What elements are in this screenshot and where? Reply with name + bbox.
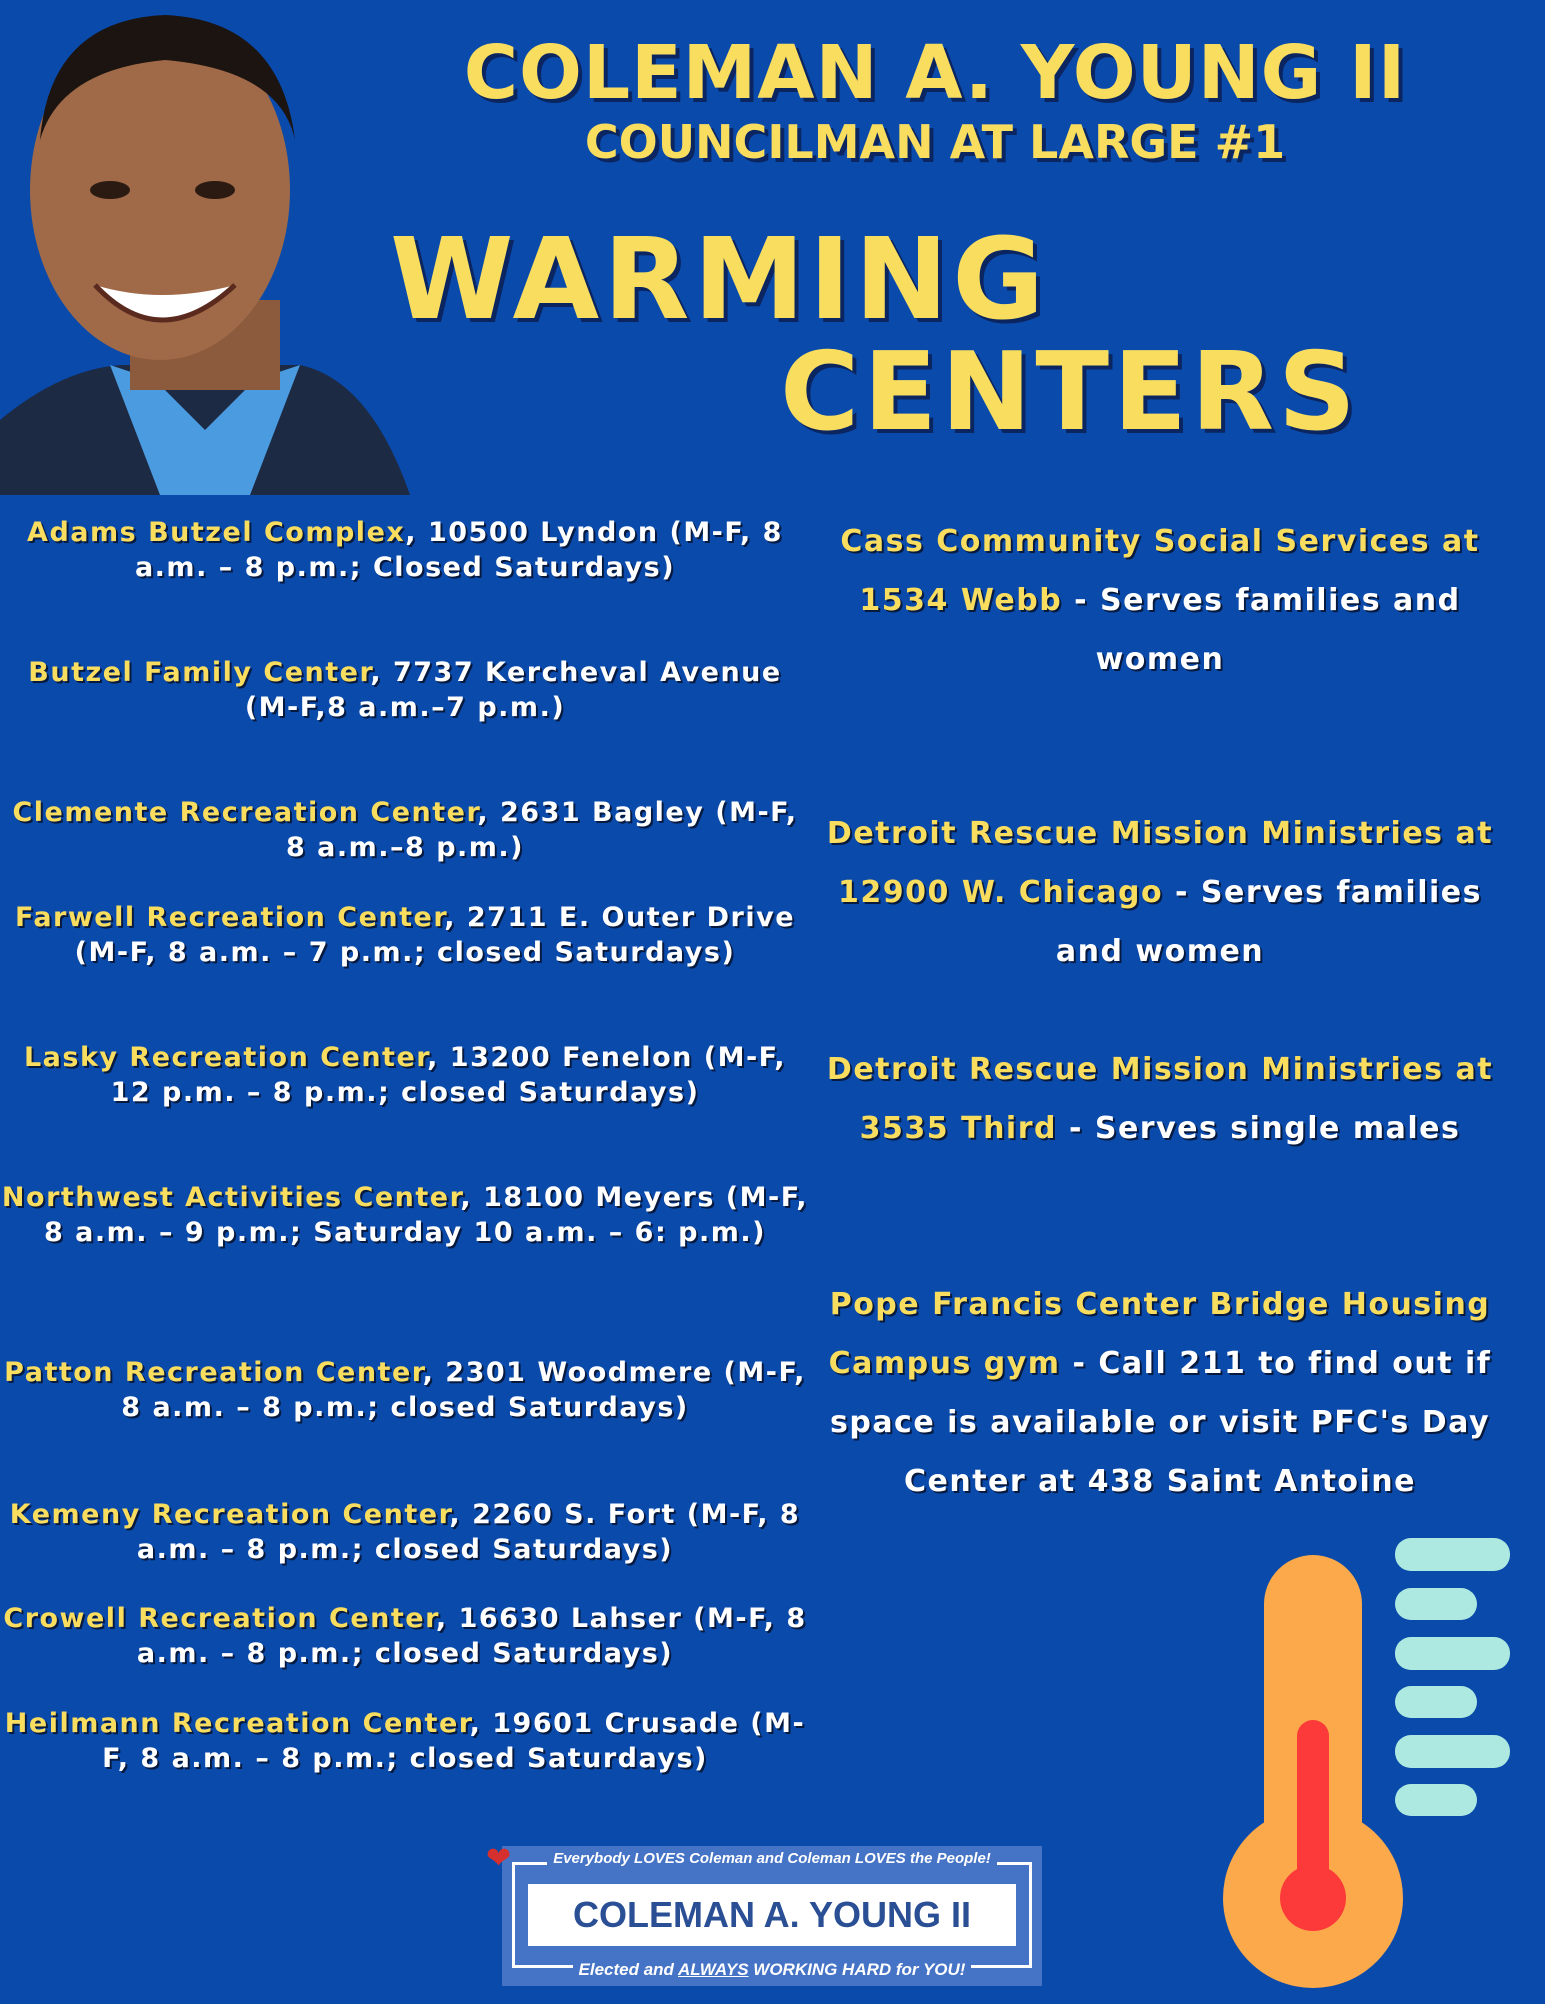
warming-center-entry <box>800 1275 1520 1511</box>
center-name: Butzel Family Center <box>28 657 371 688</box>
logo-tagline-bottom: Elected and ALWAYS WORKING HARD for YOU! <box>573 1960 972 1979</box>
warming-center-entry <box>0 900 810 970</box>
logo-name: COLEMAN A. YOUNG II <box>528 1884 1016 1946</box>
warming-center-entry <box>0 1355 810 1425</box>
center-name: Patton Recreation Center <box>4 1357 423 1388</box>
center-name: Heilmann Recreation Center <box>4 1708 470 1739</box>
center-details: - Serves families and women <box>1055 875 1482 969</box>
warming-center-entry <box>800 1040 1520 1158</box>
center-name: Clemente Recreation Center <box>12 797 478 828</box>
center-name: Cass Community Social Services at 1534 Webb <box>840 524 1480 618</box>
center-details: , 13200 Fenelon (M-F, 12 p.m. – 8 p.m.; closed Saturdays) <box>110 1042 787 1108</box>
warming-center-entry <box>0 795 810 865</box>
center-details: , 2301 Woodmere (M-F, 8 a.m. – 8 p.m.; closed Saturdays) <box>121 1357 806 1423</box>
center-name: Pope Francis Center Bridge Housing Campus gym <box>828 1287 1491 1381</box>
center-name: Crowell Recreation Center <box>3 1603 436 1634</box>
center-details: , 2260 S. Fort (M-F, 8 a.m. – 8 p.m.; closed Saturdays) <box>136 1499 801 1565</box>
center-name: Detroit Rescue Mission Ministries at 3535 Third <box>826 1052 1494 1146</box>
warming-center-entry <box>0 1180 810 1250</box>
page-title: COLEMAN A. YOUNG II <box>463 30 1407 116</box>
warming-center-entry <box>800 512 1520 689</box>
heart-icon: ❤ <box>486 1841 512 1876</box>
page-subtitle: COUNCILMAN AT LARGE #1 <box>584 115 1286 169</box>
warming-center-entry <box>0 1601 810 1671</box>
center-name: Kemeny Recreation Center <box>9 1499 450 1530</box>
center-details: , 2631 Bagley (M-F, 8 a.m.–8 p.m.) <box>285 797 798 863</box>
center-details: - Call 211 to find out if space is available or visit PFC's Day Center at 438 Saint Antoine <box>829 1346 1492 1499</box>
center-details: - Serves families and women <box>1062 583 1461 677</box>
warming-center-entry <box>0 1706 810 1776</box>
center-details: , 16630 Lahser (M-F, 8 a.m. – 8 p.m.; closed Saturdays) <box>136 1603 807 1669</box>
campaign-logo <box>486 1841 1042 1986</box>
center-details: , 2711 E. Outer Drive (M-F, 8 a.m. – 7 p.m.; closed Saturdays) <box>74 902 796 968</box>
logo-tagline-top: Everybody LOVES Coleman and Coleman LOVES the People! <box>547 1850 997 1867</box>
center-details: , 10500 Lyndon (M-F, 8 a.m. – 8 p.m.; Closed Saturdays) <box>134 517 783 583</box>
portrait-photo <box>0 0 410 495</box>
warming-center-entry <box>0 655 810 725</box>
headline-centers: CENTERS <box>780 330 1360 455</box>
warming-center-entry <box>0 515 810 585</box>
center-details: - Serves single males <box>1057 1111 1461 1146</box>
center-name: Northwest Activities Center <box>1 1182 461 1213</box>
center-details: , 19601 Crusade (M-F, 8 a.m. – 8 p.m.; closed Saturdays) <box>102 1708 806 1774</box>
thermometer-icon <box>1200 1520 1545 2000</box>
center-name: Adams Butzel Complex <box>27 517 406 548</box>
warming-center-entry <box>0 1497 810 1567</box>
center-name: Lasky Recreation Center <box>23 1042 428 1073</box>
center-name: Farwell Recreation Center <box>14 902 445 933</box>
center-name: Detroit Rescue Mission Ministries at 12900 W. Chicago <box>826 816 1494 910</box>
warming-center-entry <box>800 804 1520 981</box>
headline-warming: WARMING <box>390 215 1049 345</box>
center-details: , 7737 Kercheval Avenue (M-F,8 a.m.–7 p.m.) <box>244 657 782 723</box>
warming-center-entry <box>0 1040 810 1110</box>
center-details: , 18100 Meyers (M-F, 8 a.m. – 9 p.m.; Saturday 10 a.m. – 6: p.m.) <box>44 1182 809 1248</box>
